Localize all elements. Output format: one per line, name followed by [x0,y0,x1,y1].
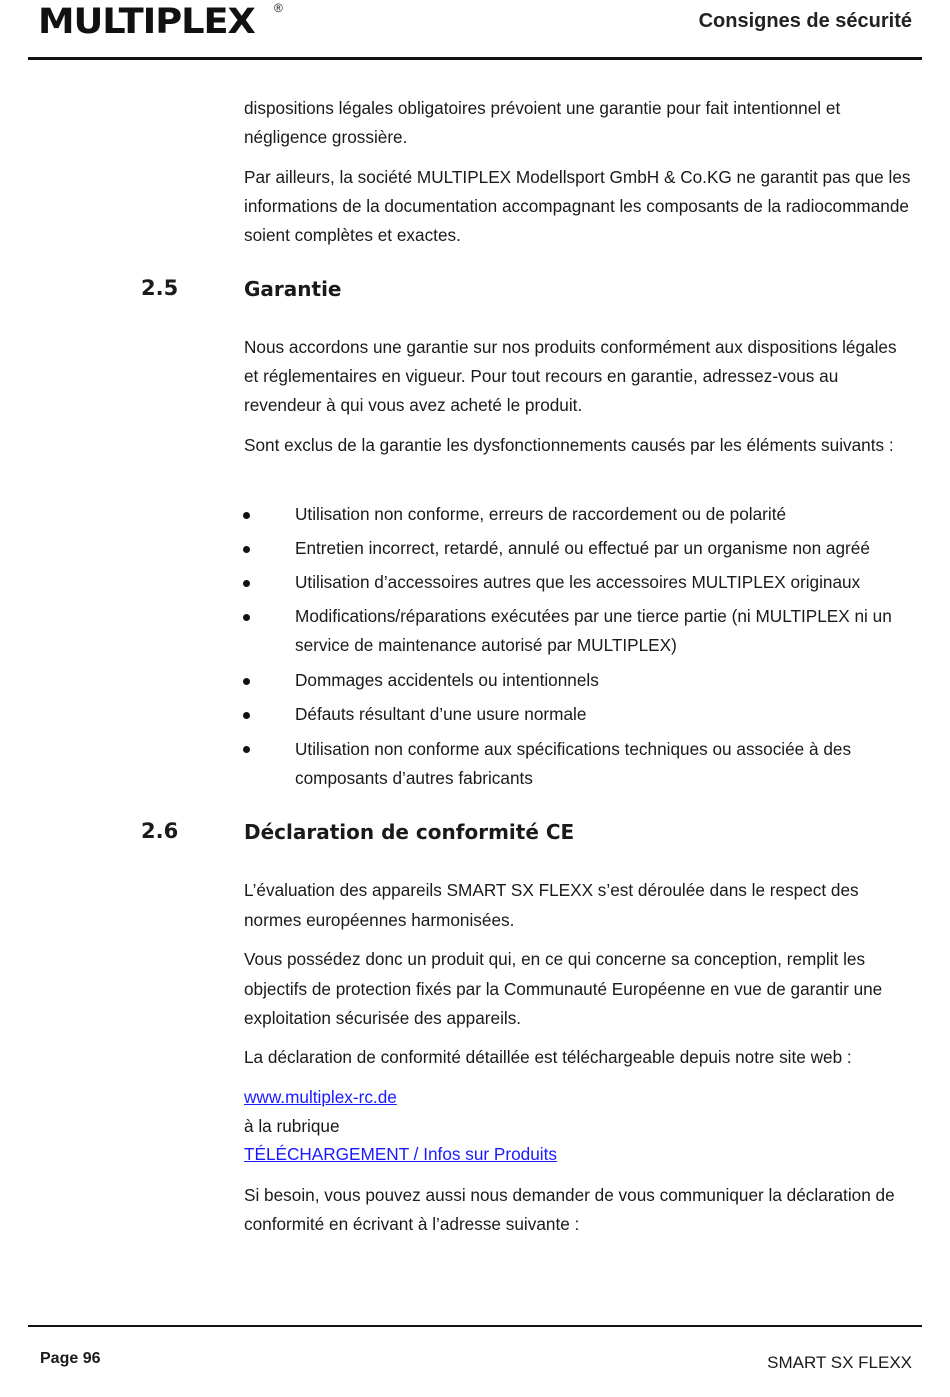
multiplex-logo [38,1,283,42]
declaration-paragraph-1: L’évaluation des appareils SMART SX FLEXX s’est déroulée dans le respect des normes européennes harmonisées. [244,880,859,930]
bullet-icon [243,546,250,553]
website-link[interactable]: www.multiplex-rc.de [244,1087,397,1107]
footer-divider [28,1325,922,1327]
bullet-icon [243,746,250,753]
list-item: Dommages accidentels ou intentionnels [295,670,599,690]
declaration-paragraph-3: La déclaration de conformité détaillée est téléchargeable depuis notre site web : [244,1047,852,1067]
garantie-paragraph-1: Nous accordons une garantie sur nos produits conformément aux dispositions légales et réglementaires en vigueur. Pour tout recours en garantie, adressez-vous au revendeur à qui vous avez acheté le produit. [244,337,897,415]
rubric-label: à la rubrique [244,1116,340,1136]
intro-paragraph-2: Par ailleurs, la société MULTIPLEX Modellsport GmbH & Co.KG ne garantit pas que les informations de la documentation accompagnant les composants de la radiocommande soient complètes et exactes. [244,167,911,245]
list-item: Utilisation non conforme, erreurs de raccordement ou de polarité [295,504,787,524]
bullet-icon [243,712,250,719]
section-title-garantie: Garantie [244,277,342,301]
footer-product-name: SMART SX FLEXX [767,1353,912,1372]
list-item: Modifications/réparations exécutées par une tierce partie (ni MULTIPLEX ni un service de maintenance autorisé par MULTIPLEX) [295,606,892,655]
page-header-title: Consignes de sécurité [698,10,912,32]
garantie-paragraph-2: Sont exclus de la garantie les dysfonctionnements causés par les éléments suivants : [244,435,894,455]
bullet-icon [243,614,250,621]
section-number-2-5: 2.5 [141,276,179,300]
list-item: Entretien incorrect, retardé, annulé ou effectué par un organisme non agréé [295,538,870,558]
logo-text: MULTIPLEX [38,2,255,42]
download-link-block [244,1140,914,1169]
declaration-paragraph-2: Vous possédez donc un produit qui, en ce qui concerne sa conception, remplit les objectifs de protection fixés par la Communauté Européenne en vue de garantir une exploitation sécurisée des appareils. [244,949,883,1028]
bullet-icon [243,678,250,685]
section-number-2-6: 2.6 [141,819,179,843]
link-block [244,1083,914,1112]
list-item: Utilisation non conforme aux spécifications techniques ou associée à des composants d’autres fabricants [295,739,852,788]
section-title-declaration: Déclaration de conformité CE [244,820,575,844]
list-item: Défauts résultant d’une usure normale [295,704,587,724]
declaration-paragraph-4: Si besoin, vous pouvez aussi nous demander de vous communiquer la déclaration de conformité en écrivant à l’adresse suivante : [244,1185,895,1234]
page-number: Page 96 [40,1350,101,1367]
list-item: Utilisation d’accessoires autres que les accessoires MULTIPLEX originaux [295,572,861,592]
header-divider [28,57,922,60]
intro-paragraph-1: dispositions légales obligatoires prévoient une garantie pour fait intentionnel et négligence grossière. [244,98,841,147]
registered-mark: ® [274,1,283,15]
bullet-icon [243,512,250,519]
download-link[interactable]: TÉLÉCHARGEMENT / Infos sur Produits [244,1144,557,1164]
bullet-icon [243,580,250,587]
